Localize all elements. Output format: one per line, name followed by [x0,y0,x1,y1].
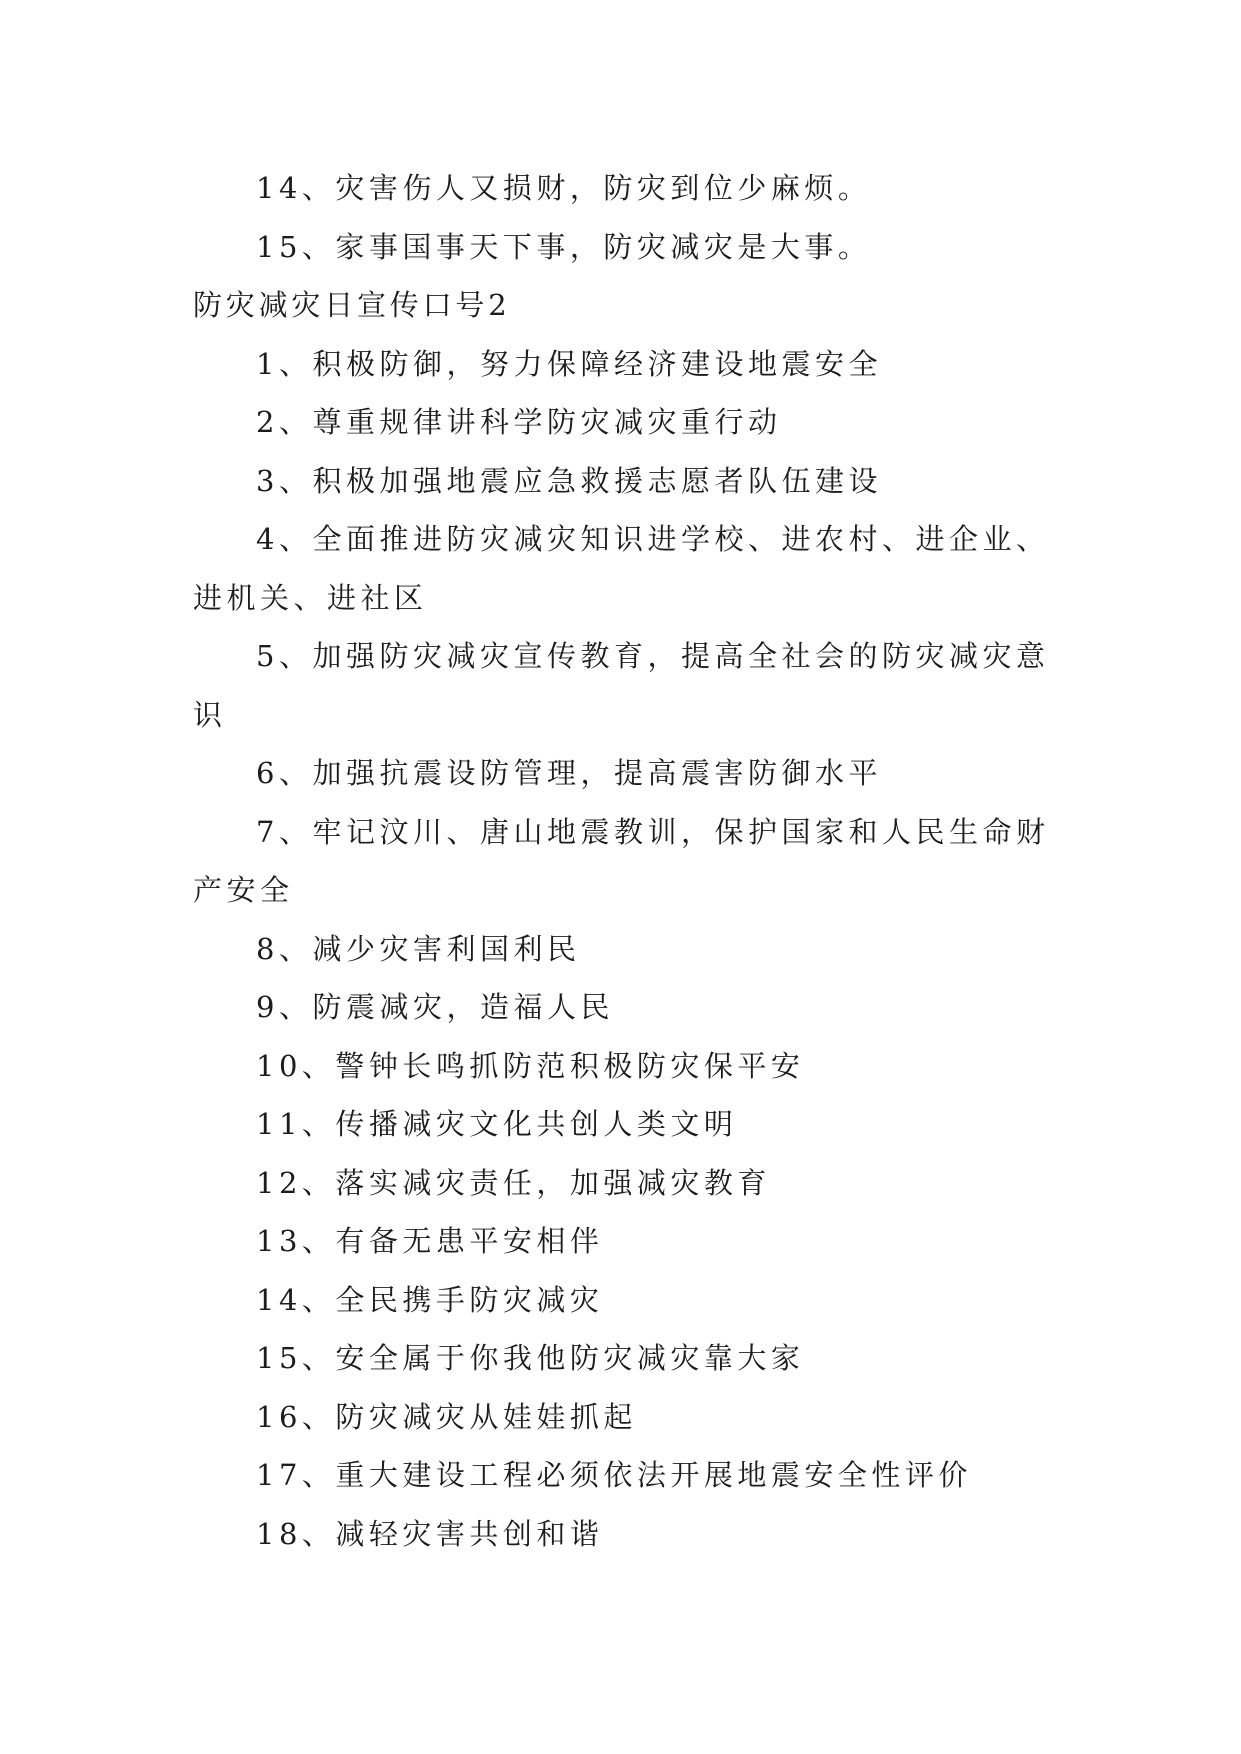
list-item: 18、减轻灾害共创和谐 [256,1516,604,1551]
list-item: 16、防灾减灾从娃娃抓起 [256,1399,637,1434]
list-item: 14、灾害伤人又损财，防灾到位少麻烦。 [256,171,872,205]
list-item-continuation: 识 [193,697,227,732]
list-item: 13、有备无患平安相伴 [256,1224,604,1258]
list-item: 8、减少灾害利国利民 [256,931,581,966]
document-body [193,159,1093,1563]
list-item: 5、加强防灾减灾宣传教育，提高全社会的防灾减灾意 [256,639,1050,673]
list-item: 3、积极加强地震应急救援志愿者队伍建设 [256,463,882,498]
list-item: 11、传播减灾文化共创人类文明 [256,1107,738,1141]
list-item: 10、警钟长鸣抓防范积极防灾保平安 [256,1048,805,1083]
list-item: 7、牢记汶川、唐山地震教训，保护国家和人民生命财 [256,814,1050,849]
list-item: 15、家事国事天下事，防灾减灾是大事。 [256,229,872,264]
list-item: 12、落实减灾责任，加强减灾教育 [256,1165,771,1200]
list-item: 4、全面推进防灾减灾知识进学校、进农村、进企业、 [256,522,1050,556]
list-item: 17、重大建设工程必须依法开展地震安全性评价 [256,1458,972,1492]
list-item: 2、尊重规律讲科学防灾减灾重行动 [256,405,782,439]
list-item: 6、加强抗震设防管理，提高震害防御水平 [256,756,882,790]
list-item-continuation: 进机关、进社区 [193,580,428,615]
section-heading: 防灾减灾日宣传口号2 [193,288,511,322]
list-item: 14、全民携手防灾减灾 [256,1282,604,1317]
list-item: 15、安全属于你我他防灾减灾靠大家 [256,1341,805,1375]
list-item: 9、防震减灾，造福人民 [256,990,614,1024]
list-item: 1、积极防御，努力保障经济建设地震安全 [256,346,882,381]
list-item-continuation: 产安全 [193,873,294,907]
